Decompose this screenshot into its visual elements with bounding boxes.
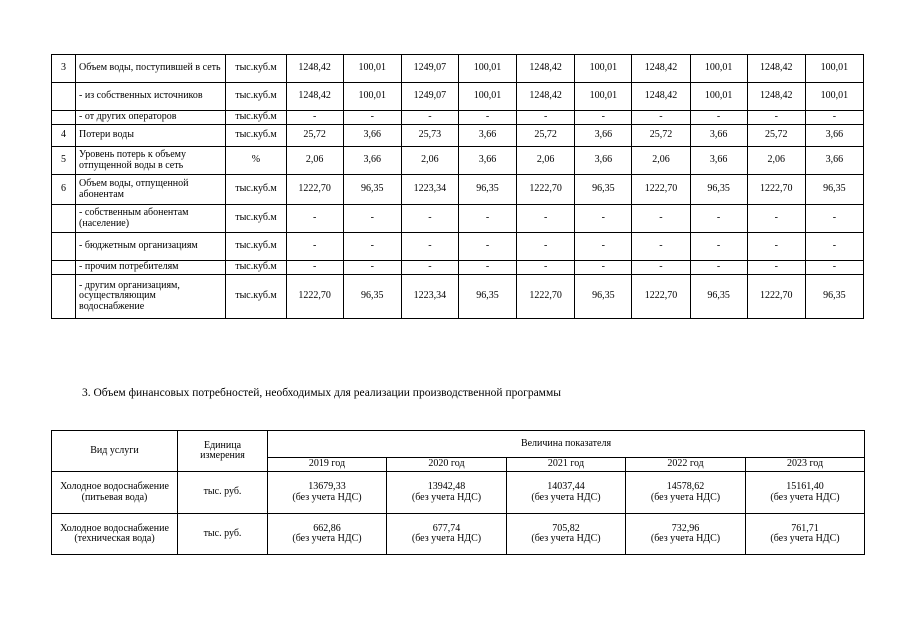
row-value: 100,01 xyxy=(343,83,401,111)
row-unit: тыс.куб.м xyxy=(226,205,286,233)
row-value: 1222,70 xyxy=(286,175,343,205)
row-value: - xyxy=(575,233,632,261)
row-unit: тыс.куб.м xyxy=(226,261,286,275)
table-header-row xyxy=(52,431,865,458)
row-name: - бюджетным организациям xyxy=(76,233,226,261)
year-header: 2021 год xyxy=(507,458,626,472)
table-row xyxy=(52,472,865,514)
row-value: 100,01 xyxy=(458,55,516,83)
service-name: Холодное водоснабжение (техническая вода) xyxy=(52,514,178,555)
row-number xyxy=(52,111,76,125)
vat-note: (без учета НДС) xyxy=(650,533,721,544)
row-number xyxy=(52,233,76,261)
vat-note: (без учета НДС) xyxy=(411,533,482,544)
finance-value xyxy=(507,472,626,514)
row-number xyxy=(52,205,76,233)
row-value: 96,35 xyxy=(458,275,516,319)
row-name: - из собственных источников xyxy=(76,83,226,111)
row-value: - xyxy=(286,261,343,275)
row-value: - xyxy=(575,111,632,125)
row-value: 3,66 xyxy=(343,125,401,147)
row-value: 96,35 xyxy=(575,275,632,319)
row-value: 100,01 xyxy=(690,55,747,83)
row-value: - xyxy=(747,261,805,275)
table-row xyxy=(52,261,864,275)
row-unit: тыс.куб.м xyxy=(226,275,286,319)
row-value: 3,66 xyxy=(690,147,747,175)
table-row xyxy=(52,514,865,555)
row-value: 1248,42 xyxy=(517,55,575,83)
finance-value xyxy=(268,472,387,514)
row-value: - xyxy=(401,261,458,275)
row-value: 96,35 xyxy=(805,275,863,319)
value-amount: 761,71 xyxy=(791,522,819,534)
row-value: - xyxy=(575,205,632,233)
row-unit: тыс.куб.м xyxy=(226,125,286,147)
row-value: 100,01 xyxy=(690,83,747,111)
row-value: 1249,07 xyxy=(401,55,458,83)
row-value: - xyxy=(690,261,747,275)
vat-note: (без учета НДС) xyxy=(292,533,362,544)
finance-value xyxy=(746,472,865,514)
row-value: 1248,42 xyxy=(632,83,690,111)
service-unit: тыс. руб. xyxy=(178,472,268,514)
value-amount: 677,74 xyxy=(432,522,461,534)
row-value: 100,01 xyxy=(805,55,863,83)
row-value: - xyxy=(632,205,690,233)
row-unit: тыс.куб.м xyxy=(226,233,286,261)
value-amount: 705,82 xyxy=(552,522,580,534)
row-value: 1222,70 xyxy=(632,275,690,319)
table-row xyxy=(52,205,864,233)
row-value: - xyxy=(401,233,458,261)
vat-note: (без учета НДС) xyxy=(292,491,362,503)
row-value: 1223,34 xyxy=(401,275,458,319)
value-amount: 13679,33 xyxy=(308,481,346,492)
row-value: 1249,07 xyxy=(401,83,458,111)
row-value: 1248,42 xyxy=(517,83,575,111)
header-unit: Единица измерения xyxy=(178,431,268,472)
row-value: - xyxy=(747,233,805,261)
row-value: - xyxy=(517,261,575,275)
vat-note: (без учета НДС) xyxy=(650,491,721,503)
row-value: 1222,70 xyxy=(517,275,575,319)
row-value: - xyxy=(458,205,516,233)
row-number xyxy=(52,261,76,275)
row-name: - прочим потребителям xyxy=(76,261,226,275)
row-value: 1223,34 xyxy=(401,175,458,205)
row-value: 1222,70 xyxy=(747,275,805,319)
row-value: 2,06 xyxy=(517,147,575,175)
row-value: 25,73 xyxy=(401,125,458,147)
row-value: - xyxy=(286,233,343,261)
finance-value xyxy=(626,472,746,514)
row-value: 25,72 xyxy=(747,125,805,147)
row-value: - xyxy=(343,111,401,125)
row-value: 2,06 xyxy=(747,147,805,175)
row-value: - xyxy=(343,233,401,261)
row-number: 3 xyxy=(52,55,76,83)
finance-value xyxy=(387,514,507,555)
row-value: 3,66 xyxy=(458,125,516,147)
table-row xyxy=(52,275,864,319)
value-amount: 732,96 xyxy=(671,522,700,534)
row-value: 100,01 xyxy=(575,55,632,83)
finance-value xyxy=(507,514,626,555)
row-value: - xyxy=(632,111,690,125)
row-name: Объем воды, отпущенной абонентам xyxy=(76,175,226,205)
row-value: 3,66 xyxy=(343,147,401,175)
water-volume-table-body xyxy=(52,55,864,319)
row-value: 1222,70 xyxy=(747,175,805,205)
row-name: - от других операторов xyxy=(76,111,226,125)
row-value: - xyxy=(805,111,863,125)
row-value: - xyxy=(401,205,458,233)
row-value: - xyxy=(805,233,863,261)
row-value: 96,35 xyxy=(343,175,401,205)
finance-table xyxy=(51,430,865,555)
row-value: 25,72 xyxy=(632,125,690,147)
table-row xyxy=(52,233,864,261)
row-value: 1248,42 xyxy=(747,83,805,111)
row-value: - xyxy=(632,261,690,275)
year-header: 2020 год xyxy=(387,458,507,472)
finance-value xyxy=(626,514,746,555)
row-value: 3,66 xyxy=(805,125,863,147)
row-value: 96,35 xyxy=(458,175,516,205)
table-row xyxy=(52,83,864,111)
row-value: - xyxy=(343,205,401,233)
value-amount: 14578,62 xyxy=(666,481,705,492)
row-number: 5 xyxy=(52,147,76,175)
water-volume-table xyxy=(51,54,864,319)
row-number: 6 xyxy=(52,175,76,205)
row-value: 1222,70 xyxy=(517,175,575,205)
vat-note: (без учета НДС) xyxy=(411,491,482,503)
row-value: 100,01 xyxy=(343,55,401,83)
row-name: Объем воды, поступившей в сеть xyxy=(76,55,226,83)
header-service: Вид услуги xyxy=(52,431,178,472)
value-amount: 14037,44 xyxy=(547,481,585,492)
row-unit: % xyxy=(226,147,286,175)
row-value: - xyxy=(805,261,863,275)
table-row xyxy=(52,175,864,205)
row-value: 1222,70 xyxy=(632,175,690,205)
row-unit: тыс.куб.м xyxy=(226,175,286,205)
service-name: Холодное водоснабжение (питьевая вода) xyxy=(52,472,178,514)
table-row xyxy=(52,147,864,175)
row-value: 96,35 xyxy=(343,275,401,319)
header-value: Величина показателя xyxy=(268,431,865,458)
row-value: - xyxy=(805,205,863,233)
row-value: - xyxy=(517,233,575,261)
row-value: - xyxy=(690,111,747,125)
row-value: 2,06 xyxy=(286,147,343,175)
row-value: - xyxy=(458,111,516,125)
row-value: 3,66 xyxy=(805,147,863,175)
row-value: 1248,42 xyxy=(747,55,805,83)
row-unit: тыс.куб.м xyxy=(226,111,286,125)
row-value: 3,66 xyxy=(458,147,516,175)
row-value: - xyxy=(747,111,805,125)
row-value: - xyxy=(286,111,343,125)
vat-note: (без учета НДС) xyxy=(770,533,840,544)
value-amount: 15161,40 xyxy=(786,481,824,492)
row-value: 2,06 xyxy=(401,147,458,175)
row-number xyxy=(52,275,76,319)
row-value: 1248,42 xyxy=(286,83,343,111)
row-value: - xyxy=(690,205,747,233)
row-value: - xyxy=(690,233,747,261)
row-value: 96,35 xyxy=(575,175,632,205)
section-heading: 3. Объем финансовых потребностей, необходимых для реализации производственной программы xyxy=(82,387,561,399)
year-header: 2023 год xyxy=(746,458,865,472)
row-value: 2,06 xyxy=(632,147,690,175)
row-value: 25,72 xyxy=(286,125,343,147)
row-value: 96,35 xyxy=(805,175,863,205)
row-value: 3,66 xyxy=(690,125,747,147)
row-value: - xyxy=(517,111,575,125)
row-value: 96,35 xyxy=(690,275,747,319)
row-value: - xyxy=(632,233,690,261)
row-value: 1248,42 xyxy=(632,55,690,83)
value-amount: 13942,48 xyxy=(427,481,466,492)
year-header: 2019 год xyxy=(268,458,387,472)
row-value: - xyxy=(458,261,516,275)
row-value: - xyxy=(343,261,401,275)
finance-value xyxy=(746,514,865,555)
row-value: 100,01 xyxy=(575,83,632,111)
row-value: - xyxy=(517,205,575,233)
row-name: - собственным абонентам (население) xyxy=(76,205,226,233)
row-value: 25,72 xyxy=(517,125,575,147)
table-row xyxy=(52,55,864,83)
row-value: - xyxy=(575,261,632,275)
row-value: 1222,70 xyxy=(286,275,343,319)
vat-note: (без учета НДС) xyxy=(770,491,840,503)
row-value: - xyxy=(458,233,516,261)
row-value: 100,01 xyxy=(805,83,863,111)
vat-note: (без учета НДС) xyxy=(531,533,601,544)
value-amount: 662,86 xyxy=(313,522,341,534)
table-row xyxy=(52,125,864,147)
row-value: - xyxy=(401,111,458,125)
row-unit: тыс.куб.м xyxy=(226,83,286,111)
row-value: - xyxy=(747,205,805,233)
row-unit: тыс.куб.м xyxy=(226,55,286,83)
table-row xyxy=(52,111,864,125)
row-name: Уровень потерь к объему отпущенной воды в сеть xyxy=(76,147,226,175)
row-value: 100,01 xyxy=(458,83,516,111)
row-value: 3,66 xyxy=(575,147,632,175)
vat-note: (без учета НДС) xyxy=(531,491,601,503)
row-value: 3,66 xyxy=(575,125,632,147)
service-unit: тыс. руб. xyxy=(178,514,268,555)
row-number: 4 xyxy=(52,125,76,147)
row-value: 1248,42 xyxy=(286,55,343,83)
finance-value xyxy=(387,472,507,514)
year-header: 2022 год xyxy=(626,458,746,472)
row-name: - другим организациям, осуществляющим водоснабжение xyxy=(76,275,226,319)
row-value: - xyxy=(286,205,343,233)
finance-value xyxy=(268,514,387,555)
row-number xyxy=(52,83,76,111)
row-name: Потери воды xyxy=(76,125,226,147)
row-value: 96,35 xyxy=(690,175,747,205)
